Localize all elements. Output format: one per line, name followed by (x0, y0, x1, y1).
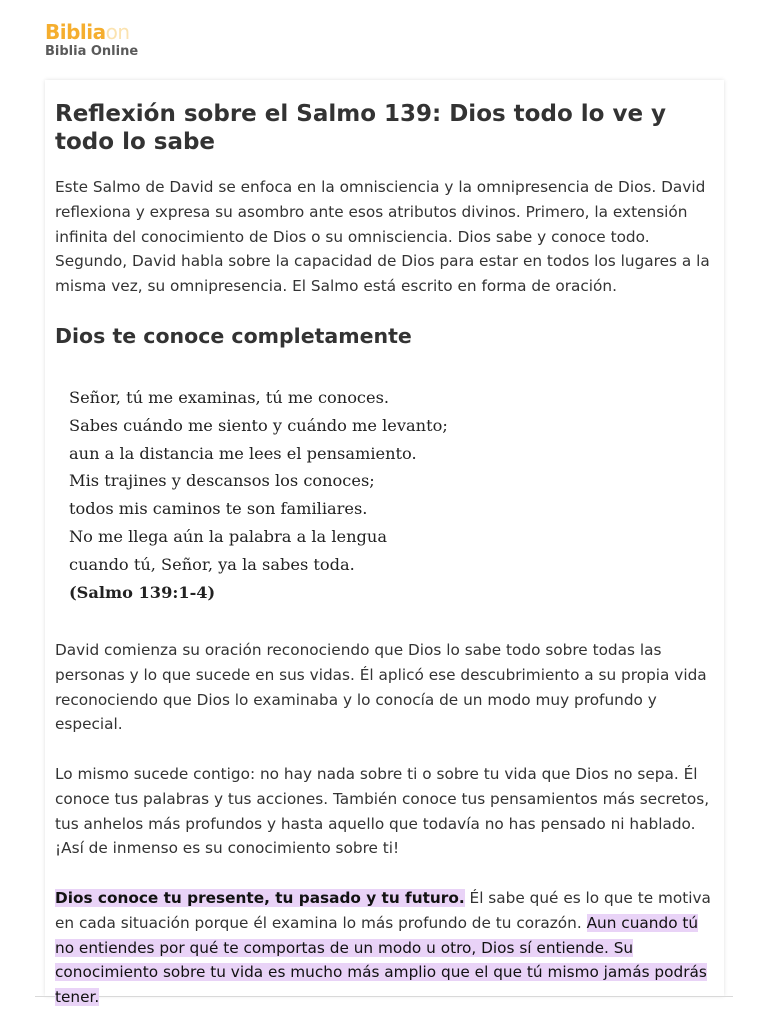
highlight-bold-phrase: Dios conoce tu presente, tu pasado y tu futuro (55, 889, 459, 907)
verse-line: Señor, tú me examinas, tú me conoces. (69, 387, 390, 407)
logo-wordmark (45, 20, 138, 44)
verse-line: No me llega aún la palabra a la lengua (69, 527, 387, 547)
article-content (55, 100, 715, 1010)
verse-line: cuando tú, Señor, ya la sabes toda. (69, 555, 355, 575)
scripture-quote (55, 384, 715, 607)
article-title: Reflexión sobre el Salmo 139: Dios todo lo ve y todo lo sabe (55, 101, 667, 155)
verse-line: Mis trajines y descansos los conoces; (69, 471, 375, 491)
body-paragraph: David comienza su oración reconociendo que Dios lo sabe todo sobre todas las personas y lo que sucede en sus vidas. Él aplicó ese descubrimiento a su propia vida reconociendo que Dios lo examinaba y lo conocía de un modo muy profundo y especial. (55, 641, 707, 734)
highlight-bold-text (55, 889, 465, 907)
verse-reference: (Salmo 139:1-4) (69, 583, 216, 603)
verse-line: aun a la distancia me lees el pensamiento. (69, 443, 417, 463)
logo-subtitle: Biblia Online (45, 44, 139, 59)
body-paragraph: Lo mismo sucede contigo: no hay nada sobre ti o sobre tu vida que Dios no sepa. Él conoce tus palabras y tus acciones. También conoce tus pensamientos más secretos, tus anhelos más profundos y hasta aquello que todavía no has pensado ni hablado. ¡Así de inmenso es su conocimiento sobre ti! (55, 765, 710, 858)
site-logo[interactable] (45, 20, 138, 60)
logo-suffix-text: on (105, 20, 130, 44)
highlight-text: Aun cuando tú no entiendes por qué te comportas de un modo u otro, Dios sí entiende. Su conocimiento sobre tu vida es mucho más amplio que el que tú mismo jamás podrás tener. (55, 913, 707, 1006)
verse-line: todos mis caminos te son familiares. (69, 499, 368, 519)
logo-main-text: Biblia (45, 20, 106, 44)
verse-line: Sabes cuándo me siento y cuándo me levanto; (69, 415, 448, 435)
section-heading: Dios te conoce completamente (55, 323, 412, 348)
highlighted-paragraph (55, 886, 715, 1010)
plain-text: Él sabe qué es lo que te motiva en cada situación porque él examina lo más profundo de tu corazón. (55, 889, 711, 932)
highlight-bold-period: . (458, 889, 465, 907)
intro-paragraph: Este Salmo de David se enfoca en la omnisciencia y la omnipresencia de Dios. David reflexiona y expresa su asombro ante esos atributos divinos. Primero, la extensión infinita del conocimiento de Dios o su omnisciencia. Dios sabe y conoce todo. Segundo, David habla sobre la capacidad de Dios para estar en todos los lugares a la misma vez, su omnipresencia. El Salmo está escrito en forma de oración. (55, 178, 710, 295)
